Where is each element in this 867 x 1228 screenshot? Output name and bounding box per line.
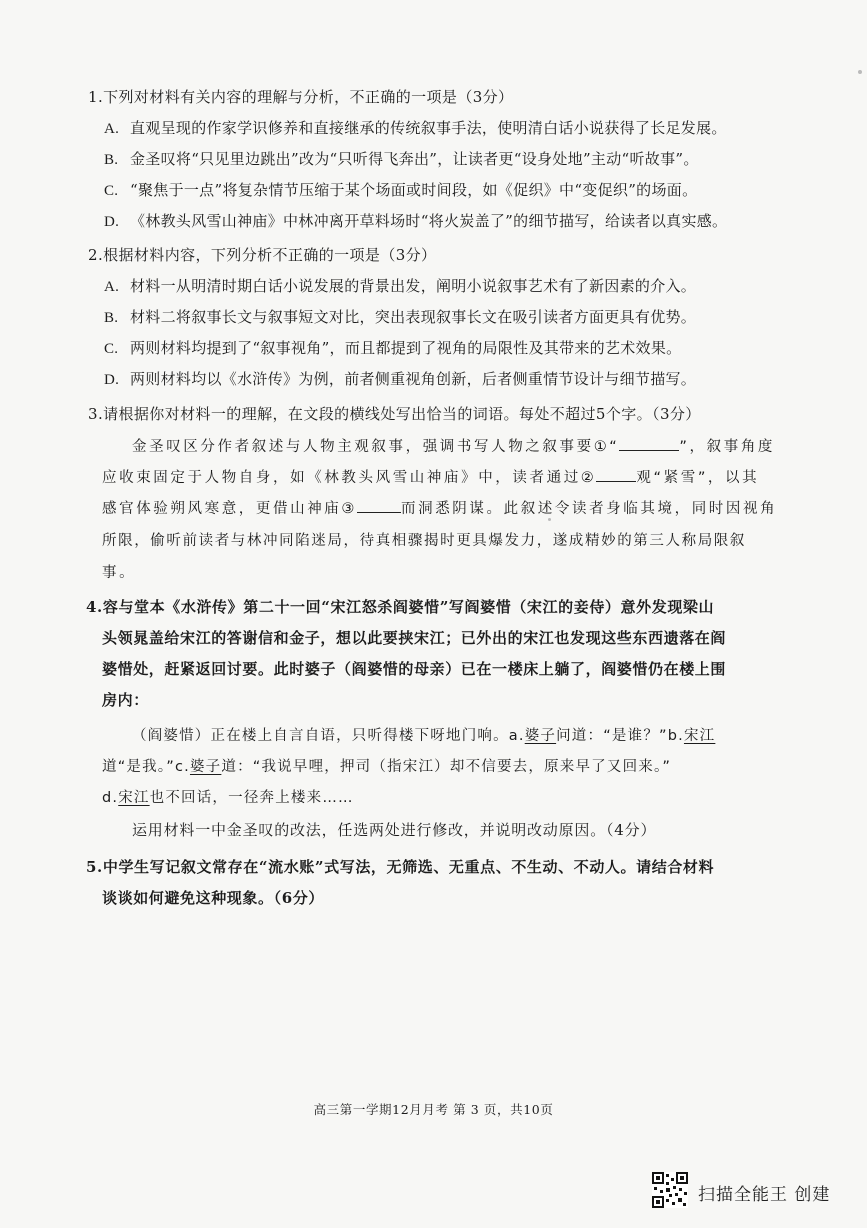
question-4-line-1: 4.容与堂本《水浒传》第二十一回“宋江怒杀阎婆惜”写阎婆惜（宋江的妾侍）意外发现梁山: [86, 598, 715, 616]
scan-speck: [548, 518, 551, 521]
scan-speck: [858, 70, 862, 74]
question-5-line-2: 谈谈如何避免这种现象。（6分）: [102, 889, 324, 907]
question-1-option-c: C. “聚焦于一点”将复杂情节压缩于某个场面或时间段，如《促织》中“变促织”的场面。: [104, 181, 698, 199]
question-4-task: 运用材料一中金圣叹的改法，任选两处进行修改，并说明改动原因。（4分）: [132, 821, 657, 839]
question-1-option-b: B. 金圣叹将“只见里边跳出”改为“只听得飞奔出”，让读者更“设身处地”主动“听故事”。: [104, 150, 699, 168]
question-3-line-4: 所限，偷听前读者与林冲同陷迷局，待真相骤揭时更具爆发力，遂成精妙的第三人称局限叙: [102, 533, 746, 549]
page-footer: 高三第一学期12月月考 第 3 页，共10页: [313, 1102, 554, 1117]
question-4-line-4: 房内：: [102, 691, 149, 709]
question-3-title: 3.请根据你对材料一的理解，在文段的横线处写出恰当的词语。每处不超过5个字。（3分）: [88, 405, 701, 423]
question-3-line-1: 金圣叹区分作者叙述与人物主观叙事，强调书写人物之叙事要①“ ”，叙事角度: [132, 435, 775, 456]
question-2-title: 2.根据材料内容，下列分析不正确的一项是（3分）: [88, 246, 437, 264]
question-3-line-3: 感官体验朔风寒意，更借山神庙③ 而洞悉阴谋。此叙述令读者身临其境，同时因视角: [102, 497, 777, 518]
question-4-line-3: 婆惜处，赶紧返回讨要。此时婆子（阎婆惜的母亲）已在一楼床上躺了，阎婆惜仍在楼上围: [102, 660, 727, 678]
question-3-line-2: 应收束固定于人物自身，如《林教头风雪山神庙》中，读者通过② 观“紧雪”，以其: [102, 466, 759, 487]
qr-code-icon: [652, 1172, 688, 1208]
scanner-watermark: [652, 1172, 852, 1214]
blank-1[interactable]: [619, 436, 679, 451]
question-1-option-a: A. 直观呈现的作家学识修养和直接继承的传统叙事手法，使明清白话小说获得了长足发展。: [104, 119, 727, 137]
question-5-line-1: 5.中学生写记叙文常存在“流水账”式写法，无筛选、无重点、不生动、不动人。请结合材料: [86, 858, 715, 876]
question-4-quote-1: （阎婆惜）正在楼上自言自语，只听得楼下呀地门响。a.婆子问道：“是谁？”b.宋江: [132, 728, 716, 744]
watermark-text: 扫描全能王 创建: [698, 1185, 831, 1205]
question-2-option-d: D. 两则材料均以《水浒传》为例，前者侧重视角创新，后者侧重情节设计与细节描写。: [104, 370, 697, 388]
question-3-line-5: 事。: [102, 565, 137, 581]
question-1-option-d: D. 《林教头风雪山神庙》中林冲离开草料场时“将火炭盖了”的细节描写，给读者以真实感。: [104, 212, 728, 230]
question-2-option-b: B. 材料二将叙事长文与叙事短文对比，突出表现叙事长文在吸引读者方面更具有优势。: [104, 308, 697, 326]
question-2-option-a: A. 材料一从明清时期白话小说发展的背景出发，阐明小说叙事艺术有了新因素的介入。: [104, 277, 697, 295]
blank-2[interactable]: [596, 467, 636, 482]
blank-3[interactable]: [357, 498, 401, 513]
question-4-line-2: 头领晁盖给宋江的答谢信和金子，想以此要挟宋江；已外出的宋江也发现这些东西遗落在阎: [102, 629, 727, 647]
question-2-option-c: C. 两则材料均提到了“叙事视角”，而且都提到了视角的局限性及其带来的艺术效果。: [104, 339, 682, 357]
question-1-title: 1.下列对材料有关内容的理解与分析，不正确的一项是（3分）: [88, 88, 514, 106]
question-4-quote-2: 道“是我。”c.婆子道：“我说早哩，押司（指宋江）却不信要去，原来早了又回来。”: [102, 759, 672, 775]
question-4-quote-3: d.宋江也不回话，一径奔上楼来……: [102, 790, 354, 806]
